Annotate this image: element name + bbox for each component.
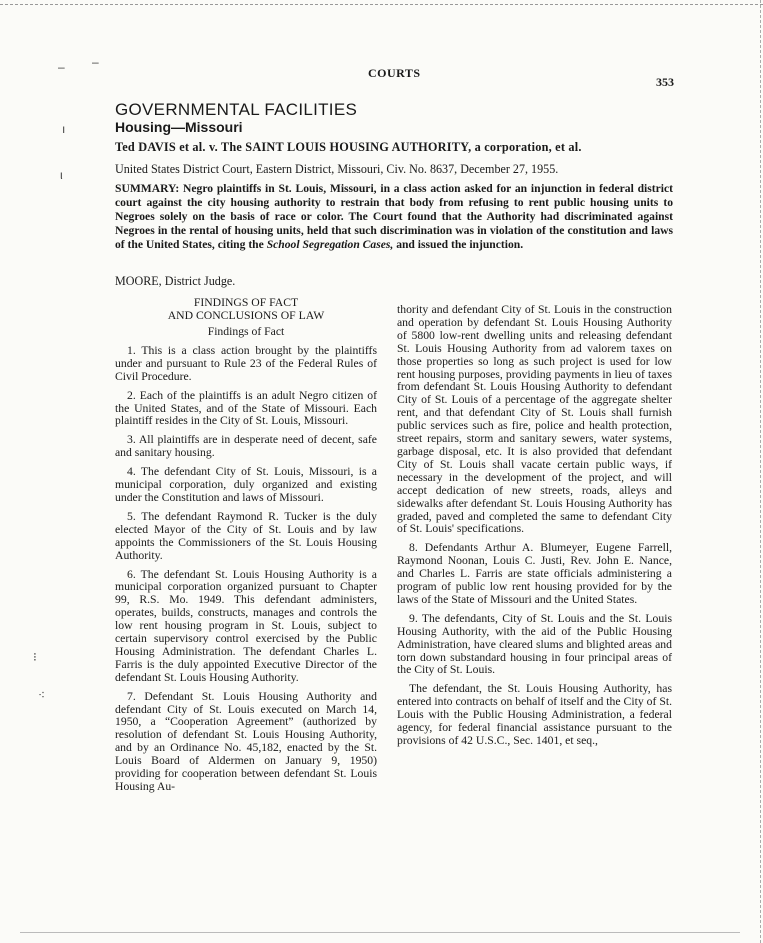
opinion-left-column — [115, 296, 377, 800]
findings-subheading: Findings of Fact — [207, 325, 285, 338]
finding-paragraph: 1. This is a class action brought by the plaintiffs under and pursuant to Rule 23 of the Federal Rules of Civil Procedure. — [115, 343, 377, 383]
finding-paragraph: 4. The defendant City of St. Louis, Missouri, is a municipal corporation, duly organized and existing under the Constitution and laws of Missouri. — [115, 465, 377, 504]
scan-mark: – — [92, 55, 99, 69]
finding-paragraph: 6. The defendant St. Louis Housing Authority is a municipal corporation organized pursuant to Chapter 99, R.S. Mo. 1949. This defendant administers, operates, builds, constructs, manages and controls the low rent housing program in St. Louis, subject to certain supervisory control exercised by the Public Housing Administration. The defendant Charles L. Farris is the duly appointed Executive Director of the defendant St. Louis Housing Authority. — [115, 567, 377, 684]
finding-paragraph: 2. Each of the plaintiffs is an adult Negro citizen of the United States, and of the State of Missouri. Each plaintiff resides in the City of St. Louis, Missouri. — [115, 388, 377, 428]
scan-border-top — [0, 4, 763, 5]
finding-paragraph: 3. All plaintiffs are in desperate need of decent, safe and sanitary housing. — [115, 433, 377, 460]
scan-mark: – — [58, 60, 65, 74]
section-topic: GOVERNMENTAL FACILITIES — [115, 100, 358, 119]
finding-paragraph: 5. The defendant Raymond R. Tucker is the duly elected Mayor of the City of St. Louis and by law appoints the Commissioners of the St. Louis Housing Authority. — [115, 509, 377, 562]
finding-paragraph: 8. Defendants Arthur A. Blumeyer, Eugene Farrell, Raymond Noonan, Louis C. Justi, Rev. John E. Nance, and Charles L. Farris are state officials administering a program of public low rent housing provided for by the laws of the State of Missouri and the United States. — [397, 541, 672, 606]
case-summary — [115, 182, 673, 252]
court-citation: United States District Court, Eastern District, Missouri, Civ. No. 8637, December 27, 1955. — [115, 162, 559, 176]
opinion-right-column — [397, 304, 672, 754]
judge-line: MOORE, District Judge. — [115, 274, 236, 288]
page-number: 353 — [656, 75, 674, 89]
summary-label: SUMMARY: — [115, 182, 180, 195]
running-header: COURTS — [368, 66, 421, 80]
finding-continuation: thority and defendant City of St. Louis in the construction and operation by defendant St. Louis Housing Authority of 5800 low-rent dwelling units and releasing defendant St. Louis Housing Authority from ad valorem taxes on those properties so long as such project is used for low rent housing purposes, providing payments in lieu of taxes from defendant St. Louis Housing Authority to defendant City of St. Louis of a percentage of the aggregate shelter rent, and that defendant City of St. Louis shall furnish public services such as fire, police and health protection, street repairs, storm and sanitary sewers, water systems, garbage disposal, etc. It is also provided that defendant City of St. Louis shall vacate certain public ways, if necessary in the development of the project, and will accept dedication of new streets, roads, alleys and sidewalks after defendant St. Louis Housing Authority has graded, paved and completed the same to defendant City of St. Louis' specifications. — [397, 303, 672, 536]
scan-mark: ı — [62, 122, 66, 136]
scan-border-right — [760, 0, 761, 943]
findings-heading-line1: FINDINGS OF FACT — [193, 296, 299, 309]
scan-mark: ⁖ — [38, 688, 46, 702]
findings-heading-line2: AND CONCLUSIONS OF LAW — [167, 309, 325, 322]
scan-mark: ι — [60, 168, 63, 182]
case-title: Ted DAVIS et al. v. The SAINT LOUIS HOUSING AUTHORITY, a corporation, et al. — [115, 140, 582, 154]
finding-paragraph: 9. The defendants, City of St. Louis and the St. Louis Housing Authority, with the aid of the Public Housing Administration, have cleared slums and blighted areas and torn down substandard housing in four principal areas of the City of St. Louis. — [397, 611, 672, 677]
section-subtopic: Housing—Missouri — [115, 119, 243, 135]
scan-bottom-line — [20, 932, 740, 933]
summary-citation: School Segregation Cases, — [266, 237, 394, 251]
summary-text: Negro plaintiffs in St. Louis, Missouri, in a class action asked for an injunction in federal district court against the city housing authority to restrain that body from refusing to rent public housing units to Negroes solely on the basis of race or color. The Court found that the Authority had discriminated against Negroes in the rental of housing units, held that such discrimination was in violation of the constitution and laws of the United States, citing the — [115, 182, 673, 251]
finding-paragraph: The defendant, the St. Louis Housing Authority, has entered into contracts on behalf of itself and the City of St. Louis with the Public Housing Administration, a federal agency, for federal financial assistance pursuant to the provisions of 42 U.S.C., Sec. 1401, et seq., — [397, 682, 672, 747]
scan-mark: ⁝ — [33, 650, 37, 664]
finding-paragraph: 7. Defendant St. Louis Housing Authority and defendant City of St. Louis executed on March 14, 1950, a “Cooperation Agreement” (authorized by resolution of defendant St. Louis Housing Authority, and by an Ordinance No. 45,182, enacted by the St. Louis Board of Aldermen on January 9, 1950) providing for cooperation between defendant St. Louis Housing Au- — [115, 689, 377, 793]
summary-tail: and issued the injunction. — [396, 237, 524, 251]
